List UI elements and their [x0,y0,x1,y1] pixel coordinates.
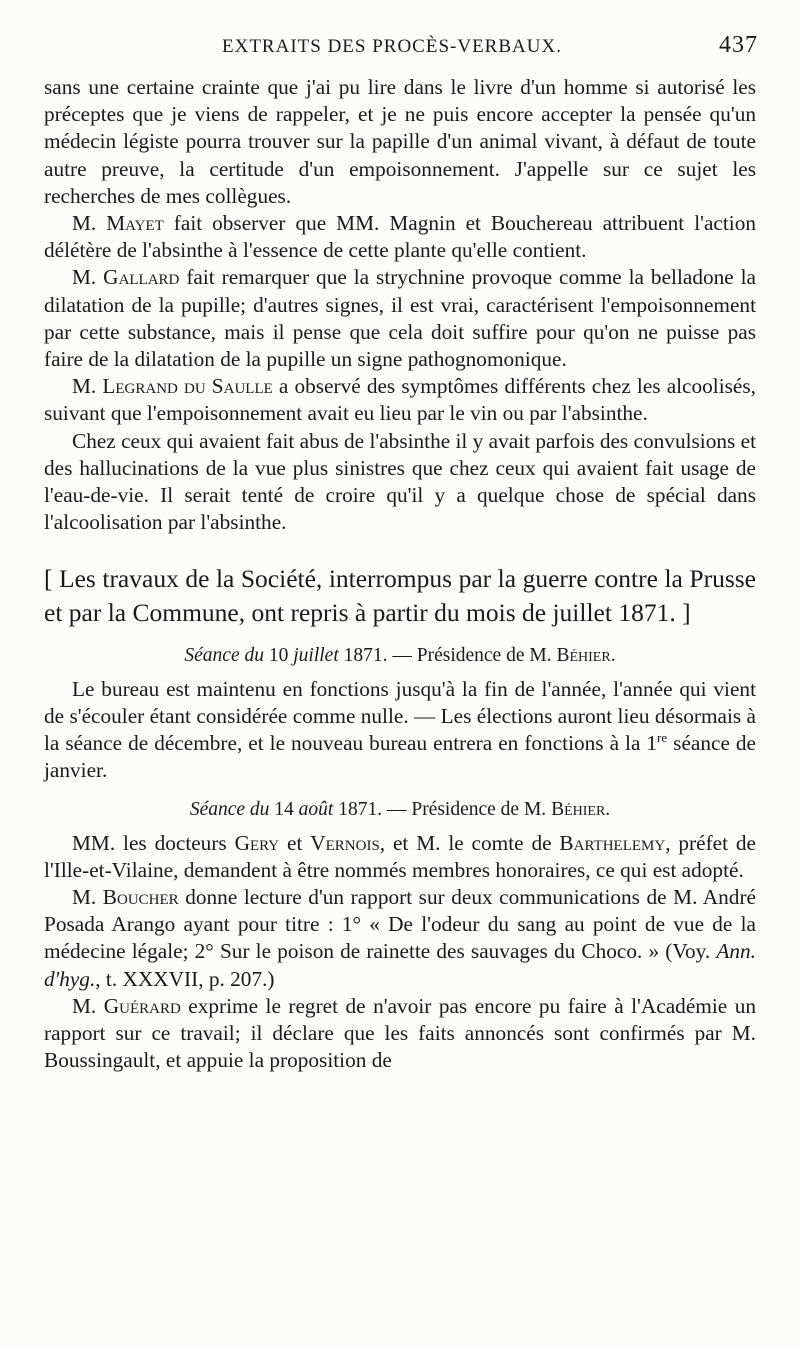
paragraph-text: exprime le regret de n'avoir pas encore pu faire à l'Académie un rapport sur ce travail; il déclare que les faits annoncés sont confirmés par M. Boussingault, et appuie la proposition de [44,993,756,1073]
speaker-name: M. Gallard [72,265,180,290]
member-name: Vernois [310,830,380,855]
paragraph-text: donne lecture d'un rapport sur deux communications de M. André Posada Arango ayant pour titre : 1° « De l'odeur du sang au point de vue de la médecine légale; 2° Sur le poison de rainette des sauvages du Choco. » (Voy. [44,885,756,964]
paragraph-guerard [44,993,756,1075]
paragraph-text: Le bureau est maintenu en fonctions jusqu'à la fin de l'année, l'année qui vient de s'écouler étant considérée comme nulle. — Les élections auront lieu désormais à la séance de décembre, et le nouveau bureau entrera en fonctions à la 1 [44,676,756,756]
seance-label: Séance du [184,645,264,667]
seance-heading-1 [44,642,756,669]
paragraph-absinthe: Chez ceux qui avaient fait abus de l'absinthe il y avait parfois des convulsions et des hallucinations de la vue plus sinistres que chez ceux qui avaient fait usage de l'eau-de-vie. Il serait tenté de croire qu'il y a quelque chose de spécial dans l'alcoolisation par l'absinthe. [44,428,756,535]
paragraph-bureau [44,676,756,785]
member-name: Gery [234,830,280,855]
seance-year: 1871. — Présidence de M. [338,645,557,667]
paragraph-text: et [279,830,311,855]
paragraph-honoraires [44,830,756,884]
page-body [44,74,756,1075]
seance-day: 14 [269,799,299,821]
paragraph-gallard [44,264,756,373]
page-number: 437 [719,32,758,58]
ordinal-suffix: re [657,729,668,745]
paragraph-text: , et M. le comte de [379,830,560,855]
journal-reference: Ann. d'hyg. [44,939,756,991]
seance-year: 1871. — Présidence de M. [333,799,552,821]
paragraph-text: fait remarquer que la strychnine provoque comme la belladone la dilatation de la pupille; d'autres signes, il est vrai, caractérisent l'empoisonnement par cette substance, mais il pense que cela doit suffire pour qu'on ne puisse pas faire de la dilatation de la pupille un signe pathognomonique. [44,265,757,372]
seance-day: 10 [264,645,294,667]
seance-chair: Béhier. [556,645,616,667]
paragraph-continuation: sans une certaine crainte que j'ai pu lire dans le livre d'un homme si autorisé les préceptes que je viens de rappeler, et je ne puis encore accepter la pensée qu'un médecin légiste pourra trouver sur la papille d'un animal vivant, à défaut de toute autre preuve, la certitude d'un empoisonnement. J'appelle sur ce sujet les recherches de mes collègues. [44,75,756,208]
running-header [44,30,762,64]
speaker-name: M. Legrand du Saulle [72,374,273,399]
seance-month: juillet [293,645,339,667]
speaker-name: M. Mayet [72,211,164,236]
member-name: Barthelemy [559,830,666,855]
seance-chair: Béhier. [551,799,611,821]
speaker-name: M. Boucher [72,885,179,910]
paragraph-text: séance de janvier. [44,731,756,783]
seance-label: Séance du [189,799,270,821]
seance-heading-2 [44,796,756,823]
seance-month: août [298,799,334,821]
paragraph-text: a observé des symptômes différents chez les alcoolisés, suivant que l'empoisonnement avait eu lieu par le vin ou par l'absinthe. [44,374,756,426]
paragraph-legrand [44,373,756,427]
paragraph-text: MM. les docteurs [72,830,235,855]
speaker-name: M. Guérard [72,993,181,1018]
paragraph-mayet [44,210,756,264]
paragraph-boucher [44,884,756,993]
paragraph-text: , t. XXXVII, p. 207.) [95,966,275,991]
bracketed-notice: [ Les travaux de la Société, interrompus par la guerre contre la Prusse et par la Commune, ont repris à partir du mois de juillet 1871. ] [44,564,756,628]
paragraph-text: , préfet de l'Ille-et-Vilaine, demandent à être nommés membres honoraires, ce qui est adopté. [44,830,756,882]
paragraph-text: fait observer que MM. Magnin et Bouchereau attribuent l'action délétère de l'absinthe à l'essence de cette plante qu'elle contient. [44,211,756,263]
running-title: EXTRAITS DES PROCÈS-VERBAUX. [222,36,562,57]
